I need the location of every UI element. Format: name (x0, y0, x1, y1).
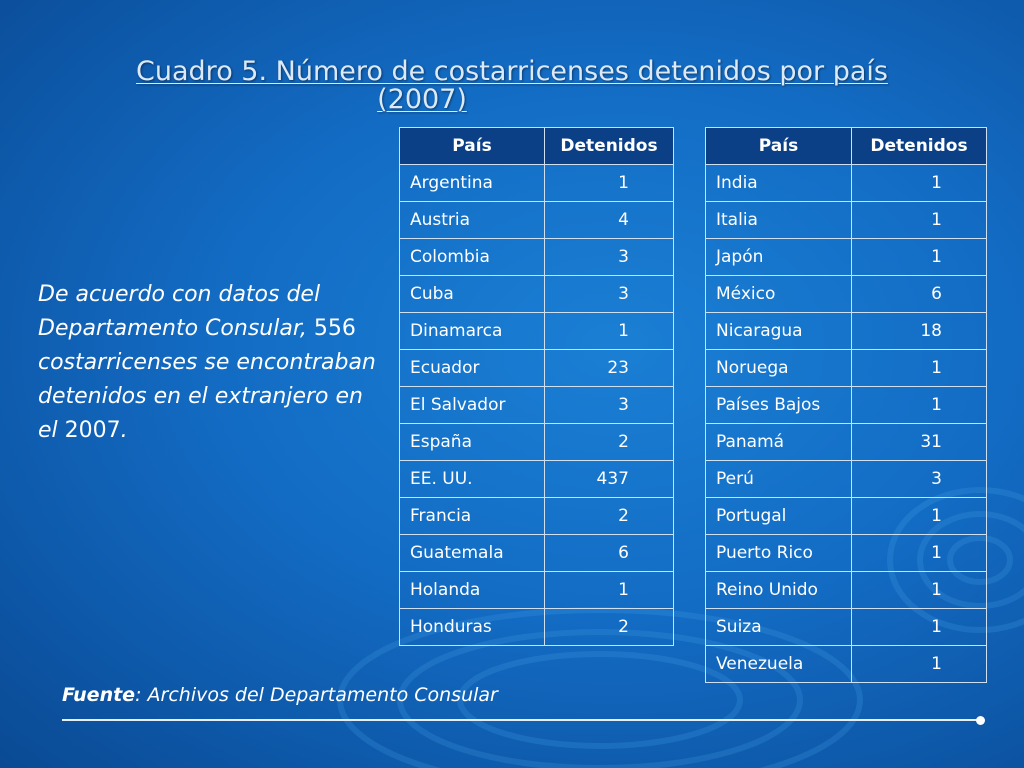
country-cell: Noruega (706, 350, 852, 387)
country-cell: Japón (706, 239, 852, 276)
intro-year: 2007 (64, 418, 121, 443)
count-cell: 3 (852, 461, 987, 498)
country-cell: Venezuela (706, 646, 852, 683)
detainees-table-right (705, 127, 987, 683)
count-cell: 1 (852, 202, 987, 239)
count-cell: 1 (852, 535, 987, 572)
divider-end-dot (976, 716, 985, 725)
table-row (706, 239, 987, 276)
table-row (400, 572, 674, 609)
count-cell: 1 (852, 350, 987, 387)
country-cell: Puerto Rico (706, 535, 852, 572)
table-row (400, 350, 674, 387)
country-cell: Holanda (400, 572, 545, 609)
country-cell: México (706, 276, 852, 313)
count-cell: 2 (545, 424, 674, 461)
table-row (706, 387, 987, 424)
table-row (400, 461, 674, 498)
country-cell: Francia (400, 498, 545, 535)
count-cell: 31 (852, 424, 987, 461)
count-cell: 1 (545, 313, 674, 350)
table-row (706, 461, 987, 498)
source-note (62, 684, 498, 706)
country-cell: El Salvador (400, 387, 545, 424)
table-row (400, 609, 674, 646)
count-cell: 4 (545, 202, 674, 239)
count-cell: 3 (545, 239, 674, 276)
count-cell: 1 (852, 387, 987, 424)
table-row (400, 202, 674, 239)
table-row (706, 313, 987, 350)
country-cell: Austria (400, 202, 545, 239)
table-row (706, 350, 987, 387)
country-cell: Ecuador (400, 350, 545, 387)
title-line-1: Cuadro 5. Número de costarricenses detenidos por país (136, 56, 888, 87)
table-row (400, 387, 674, 424)
table-header-row (706, 128, 987, 165)
count-cell: 23 (545, 350, 674, 387)
country-cell: Honduras (400, 609, 545, 646)
slide-title (0, 58, 1024, 114)
intro-total-number: 556 (313, 316, 356, 341)
country-cell: Cuba (400, 276, 545, 313)
detainees-table-left (399, 127, 674, 646)
intro-text-1: De acuerdo con datos del Departamento Consular, (38, 282, 321, 341)
country-cell: Suiza (706, 609, 852, 646)
table-row (400, 276, 674, 313)
count-cell: 1 (852, 498, 987, 535)
table-row (400, 535, 674, 572)
table-row (706, 202, 987, 239)
count-cell: 6 (545, 535, 674, 572)
country-cell: España (400, 424, 545, 461)
country-cell: Argentina (400, 165, 545, 202)
count-cell: 1 (852, 609, 987, 646)
source-text: : Archivos del Departamento Consular (135, 684, 498, 706)
count-cell: 2 (545, 609, 674, 646)
country-cell: India (706, 165, 852, 202)
table-row (400, 498, 674, 535)
table-row (706, 535, 987, 572)
count-cell: 3 (545, 387, 674, 424)
table-row (706, 424, 987, 461)
count-cell: 3 (545, 276, 674, 313)
intro-text-3: . (120, 418, 128, 443)
country-cell: Dinamarca (400, 313, 545, 350)
country-cell: EE. UU. (400, 461, 545, 498)
country-cell: Nicaragua (706, 313, 852, 350)
country-cell: Reino Unido (706, 572, 852, 609)
table-row (400, 239, 674, 276)
header-detained: Detenidos (545, 128, 674, 165)
header-country: País (400, 128, 545, 165)
count-cell: 1 (852, 165, 987, 202)
table-row (400, 165, 674, 202)
country-cell: Perú (706, 461, 852, 498)
footer-divider (62, 719, 980, 721)
count-cell: 18 (852, 313, 987, 350)
count-cell: 437 (545, 461, 674, 498)
table-row (706, 498, 987, 535)
count-cell: 2 (545, 498, 674, 535)
title-line-2: (2007) (377, 84, 467, 115)
country-cell: Países Bajos (706, 387, 852, 424)
count-cell: 1 (852, 646, 987, 683)
country-cell: Colombia (400, 239, 545, 276)
count-cell: 1 (852, 572, 987, 609)
intro-paragraph (38, 278, 383, 448)
count-cell: 6 (852, 276, 987, 313)
intro-text-2: costarricenses se encontraban detenidos en el extranjero en el (38, 350, 376, 443)
source-label: Fuente (62, 684, 136, 706)
country-cell: Guatemala (400, 535, 545, 572)
count-cell: 1 (545, 572, 674, 609)
header-detained: Detenidos (852, 128, 987, 165)
count-cell: 1 (545, 165, 674, 202)
table-row (706, 646, 987, 683)
country-cell: Panamá (706, 424, 852, 461)
table-header-row (400, 128, 674, 165)
country-cell: Italia (706, 202, 852, 239)
table-row (706, 276, 987, 313)
table-row (706, 165, 987, 202)
count-cell: 1 (852, 239, 987, 276)
table-row (400, 313, 674, 350)
table-row (706, 572, 987, 609)
table-row (400, 424, 674, 461)
country-cell: Portugal (706, 498, 852, 535)
header-country: País (706, 128, 852, 165)
table-row (706, 609, 987, 646)
